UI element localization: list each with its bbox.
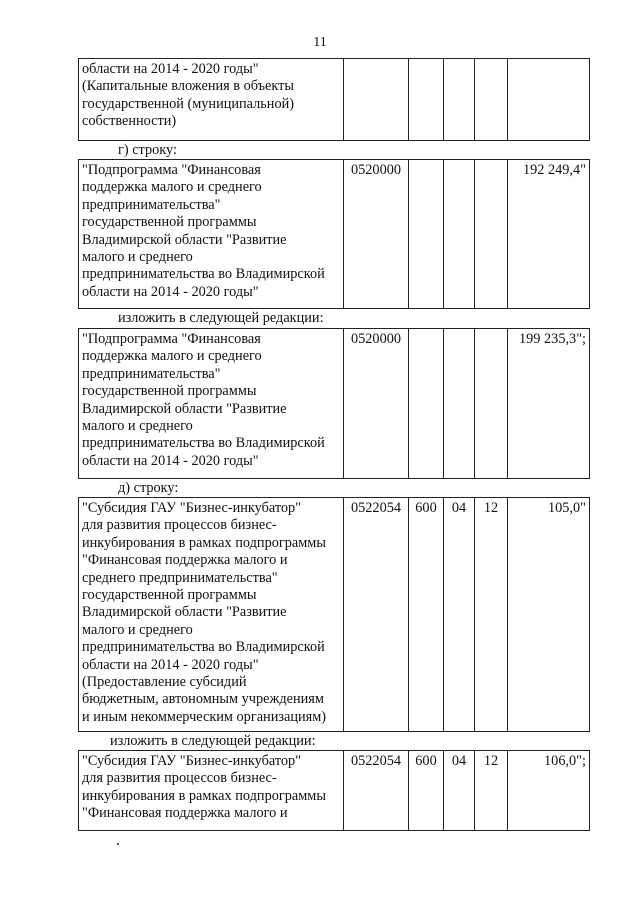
page-number: 11: [313, 35, 327, 50]
expense-type-cell: 600: [409, 498, 444, 732]
amount-cell: 199 235,3";: [508, 329, 590, 479]
table-row-subsidy-old: [78, 497, 590, 732]
table-row-subprogram-old: [78, 159, 590, 309]
expense-type-cell: 600: [409, 751, 444, 831]
subsection-cell: 12: [475, 498, 508, 732]
table-row-subsidy-new: [78, 750, 590, 831]
section-cell: 04: [444, 751, 475, 831]
caption-line-g: г) строку:: [118, 142, 177, 158]
subsection-cell: 12: [475, 751, 508, 831]
item-name-cell: "Субсидия ГАУ "Бизнес-инкубатор" для развития процессов бизнес- инкубирования в рамках подпрограммы "Финансовая поддержка малого и: [79, 751, 344, 831]
section-cell: [444, 59, 475, 141]
amount-cell: [508, 59, 590, 141]
table-row-continuation: [78, 58, 590, 141]
amount-cell: 105,0": [508, 498, 590, 732]
amount-cell: 192 249,4": [508, 160, 590, 309]
target-code-cell: 0520000: [344, 329, 409, 479]
caption-line-new-edition: изложить в следующей редакции:: [118, 310, 324, 326]
expense-type-cell: [409, 160, 444, 309]
target-code-cell: [344, 59, 409, 141]
subsection-cell: [475, 329, 508, 479]
subsection-cell: [475, 160, 508, 309]
item-name-cell: "Субсидия ГАУ "Бизнес-инкубатор" для развития процессов бизнес- инкубирования в рамках подпрограммы "Финансовая поддержка малого и среднего предпринимательства" государственной программы Владимирской области "Развитие малого и среднего предпринимательства во Владимирской области на 2014 - 2020 годы" (Предоставление субсидий бюджетным, автономным учреждениям и иным некоммерческим организациям): [79, 498, 344, 732]
item-name-cell: "Подпрограмма "Финансовая поддержка малого и среднего предпринимательства" государственной программы Владимирской области "Развитие малого и среднего предпринимательства во Владимирской области на 2014 - 2020 годы": [79, 329, 344, 479]
table-row-subprogram-new: [78, 328, 590, 479]
scan-speck: [117, 843, 119, 845]
expense-type-cell: [409, 329, 444, 479]
target-code-cell: 0520000: [344, 160, 409, 309]
target-code-cell: 0522054: [344, 498, 409, 732]
item-name-cell: области на 2014 - 2020 годы" (Капитальные вложения в объекты государственной (муниципальной) собственности): [79, 59, 344, 141]
section-cell: [444, 329, 475, 479]
subsection-cell: [475, 59, 508, 141]
expense-type-cell: [409, 59, 444, 141]
item-name-cell: "Подпрограмма "Финансовая поддержка малого и среднего предпринимательства" государственной программы Владимирской области "Развитие малого и среднего предпринимательства во Владимирской области на 2014 - 2020 годы": [79, 160, 344, 309]
section-cell: 04: [444, 498, 475, 732]
amount-cell: 106,0";: [508, 751, 590, 831]
target-code-cell: 0522054: [344, 751, 409, 831]
section-cell: [444, 160, 475, 309]
caption-line-new-edition: изложить в следующей редакции:: [110, 733, 316, 749]
caption-line-d: д) строку:: [118, 480, 179, 496]
